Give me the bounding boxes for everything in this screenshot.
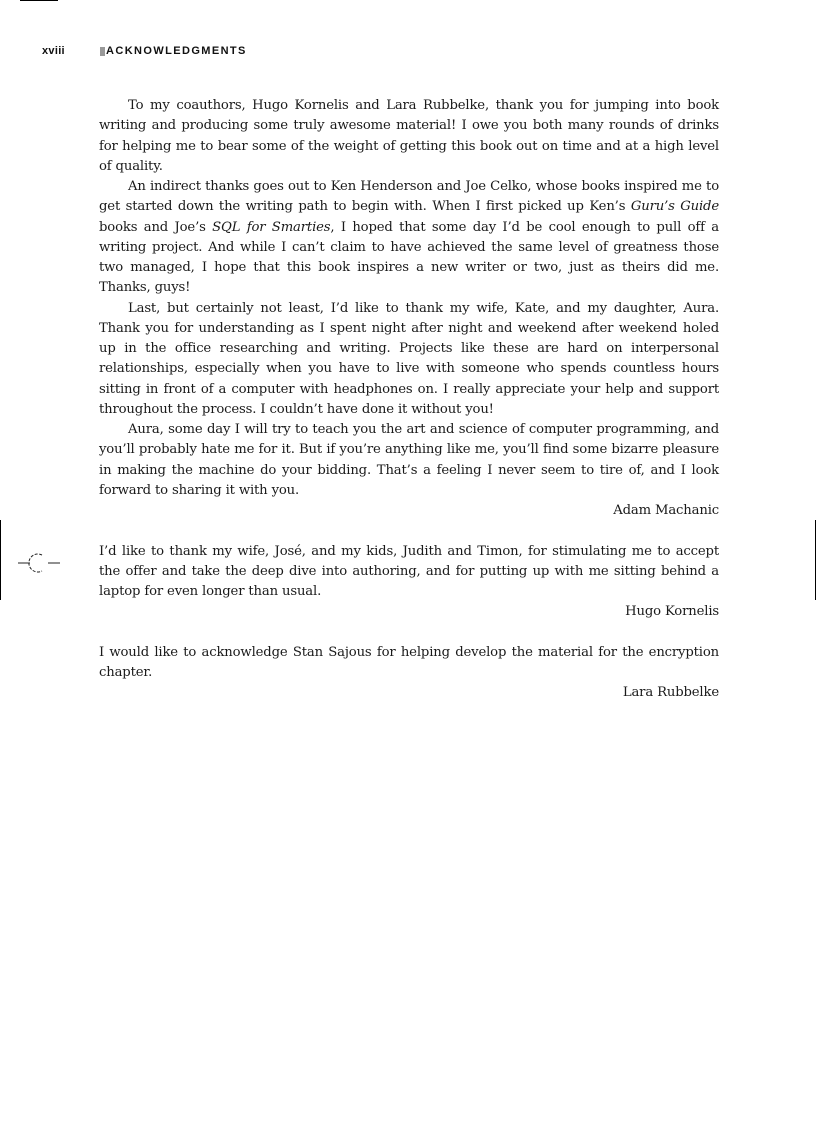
paragraph [99, 96, 719, 177]
signature: Adam Machanic [613, 503, 719, 518]
margin-rule-left [0, 520, 1, 600]
paragraph-text: , I hoped that some day I’d be cool enough to pull off a writing project. And while I can’t claim to have achieved the same level of greatness those two managed, I hope that this book inspires a new writer or two, just as theirs did me. Thanks, guys! [99, 219, 719, 296]
crop-mark-top [20, 0, 58, 1]
running-header [42, 44, 247, 58]
paragraph [99, 177, 719, 299]
paragraph-text: Aura, some day I will try to teach you the art and science of computer programming, and you’ll probably hate me for it. But if you’re anything like me, you’ll find some bizarre pleasure in making the machine do your bidding. That’s a feeling I never seem to tire of, and I look forward to sharing it with you. [99, 422, 719, 498]
acknowledgments-body [99, 96, 719, 704]
paragraph-text: I’d like to thank my wife, José, and my kids, Judith and Timon, for stimulating me to accept the offer and take the deep dive into authoring, and for putting up with me sitting behind a laptop for even longer than usual. [99, 543, 719, 599]
section-adam-machanic [99, 96, 719, 521]
paragraph [99, 643, 719, 684]
paragraph-text: books and Joe’s [99, 219, 213, 235]
header-marker [100, 47, 105, 56]
signature: Hugo Kornelis [625, 604, 719, 620]
paragraph [99, 420, 719, 501]
book-title: SQL for Smarties [212, 219, 331, 235]
paragraph-text: To my coauthors, Hugo Kornelis and Lara Rubbelke, thank you for jumping into book writing and producing some truly awesome material! I owe you both many rounds of drinks for helping me to bear some of the weight of getting this book out on time and at a high level of quality. [99, 98, 719, 174]
paragraph [99, 299, 719, 421]
paragraph-text: I would like to acknowledge Stan Sajous for helping develop the material for the encryption chapter. [99, 644, 719, 680]
book-title: Guru’s Guide [630, 199, 720, 215]
registration-mark-icon [18, 550, 60, 576]
section-lara-rubbelke [99, 643, 719, 704]
running-title: ACKNOWLEDGMENTS [106, 45, 247, 57]
paragraph-text: An indirect thanks goes out to Ken Henderson and Joe Celko, whose books inspired me to get started down the writing path to begin with. When I first picked up Ken’s [99, 179, 719, 215]
paragraph [99, 542, 719, 603]
paragraph-text: Last, but certainly not least, I’d like to thank my wife, Kate, and my daughter, Aura. Thank you for understanding as I spent night after night and weekend after weekend holed up in the office researching and writing. Projects like these are hard on interpersonal relationships, especially when you have to live with someone who spends countless hours sitting in front of a computer with headphones on. I really appreciate your help and support throughout the process. I couldn’t have done it without you! [99, 300, 719, 417]
signature: Lara Rubbelke [622, 685, 719, 701]
section-hugo-kornelis [99, 542, 719, 623]
page-number: xviii [42, 45, 65, 57]
